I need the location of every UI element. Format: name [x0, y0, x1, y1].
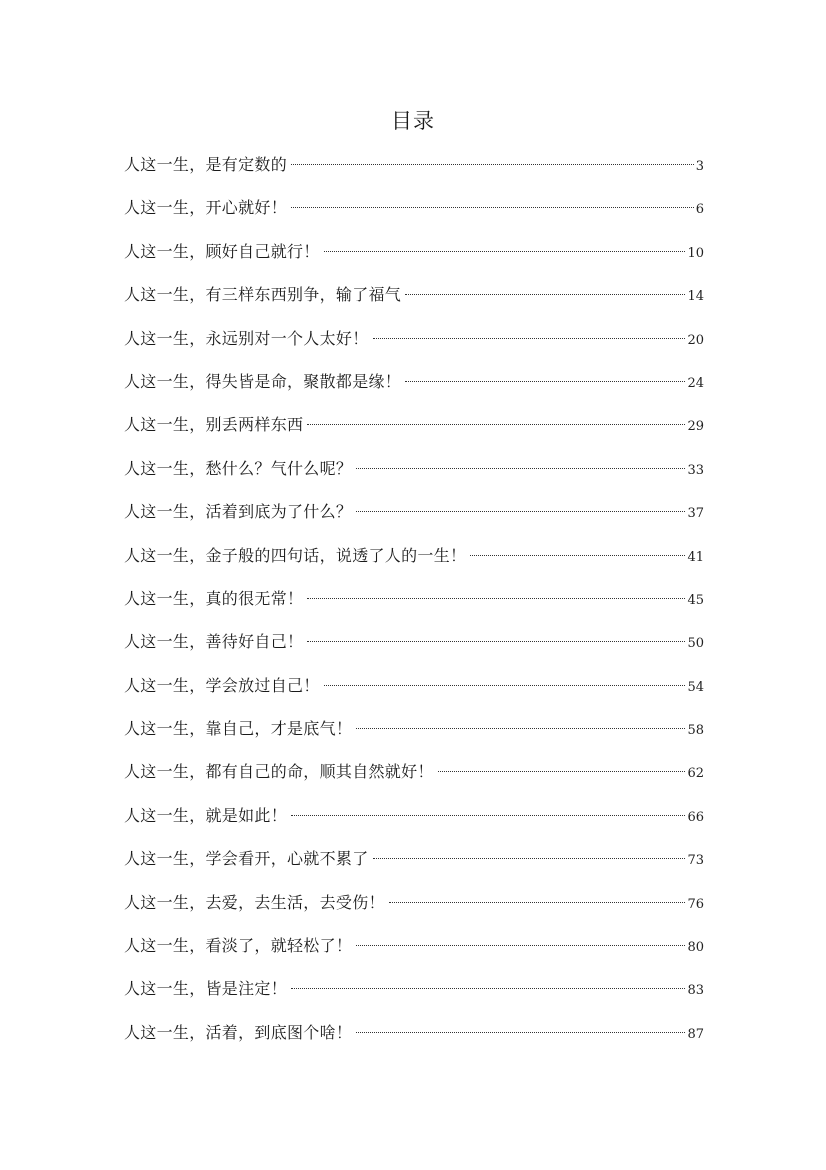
toc-entry-page: 45	[687, 592, 704, 608]
dot-leader	[373, 858, 686, 859]
toc-entry-page: 62	[687, 766, 704, 782]
toc-entry-title: 人这一生，是有定数的	[124, 155, 288, 174]
dot-leader	[324, 251, 686, 252]
toc-entry[interactable]	[124, 802, 704, 845]
dot-leader	[291, 164, 694, 165]
toc-entry-page: 54	[687, 679, 704, 695]
toc-entry-title: 人这一生，都有自己的命，顺其自然就好！	[124, 762, 434, 782]
dot-leader	[356, 945, 685, 946]
toc-entry-title: 人这一生，顾好自己就行！	[124, 241, 320, 261]
toc-entry-page: 80	[687, 940, 704, 956]
toc-entry-page: 66	[687, 809, 704, 825]
toc-entry-page: 29	[687, 419, 704, 435]
toc-entry-title: 人这一生，永远别对一个人太好！	[124, 328, 369, 348]
dot-leader	[307, 641, 685, 642]
toc-entry-title: 人这一生，去爱，去生活，去受伤！	[124, 892, 385, 912]
dot-leader	[324, 685, 686, 686]
toc-entry-page: 14	[687, 289, 704, 305]
toc-entry-page: 83	[687, 983, 704, 999]
toc-entry-title: 人这一生，金子般的四句话，说透了人的一生！	[124, 545, 467, 565]
toc-entry-page: 50	[687, 636, 704, 652]
toc-entry[interactable]	[124, 368, 704, 411]
dot-leader	[438, 771, 686, 772]
toc-entry-page: 41	[687, 549, 704, 565]
toc-entry-title: 人这一生，学会放过自己！	[124, 675, 320, 695]
dot-leader	[389, 902, 686, 903]
toc-entry[interactable]	[124, 194, 704, 237]
toc-entry-page: 37	[687, 506, 704, 522]
toc-entry-page: 87	[687, 1026, 704, 1042]
toc-entry-title: 人这一生，愁什么？气什么呢？	[124, 458, 353, 478]
dot-leader	[307, 424, 685, 425]
toc-entry-page: 76	[687, 896, 704, 912]
dot-leader	[356, 511, 685, 512]
toc-entry-page: 20	[687, 332, 704, 348]
toc-entry[interactable]	[124, 628, 704, 671]
toc-entry[interactable]	[124, 672, 704, 715]
toc-entry-title: 人这一生，得失皆是命，聚散都是缘！	[124, 371, 402, 391]
toc-entry-page: 73	[687, 853, 704, 869]
toc-entry-title: 人这一生，学会看开，心就不累了	[124, 849, 369, 869]
dot-leader	[356, 1032, 685, 1033]
toc-entry[interactable]	[124, 238, 704, 281]
toc-title: 目录	[391, 109, 435, 133]
toc-entry-page: 6	[695, 202, 704, 218]
toc-entry-page: 10	[687, 245, 704, 261]
dot-leader	[291, 815, 685, 816]
toc-entry[interactable]	[124, 325, 704, 368]
toc-entry-title: 人这一生，开心就好！	[124, 198, 288, 218]
toc-list	[124, 151, 704, 1062]
toc-entry-title: 人这一生，活着，到底图个啥！	[124, 1022, 353, 1042]
toc-entry-title: 人这一生，就是如此！	[124, 805, 288, 825]
toc-entry[interactable]	[124, 715, 704, 758]
toc-entry-title: 人这一生，真的很无常！	[124, 588, 304, 608]
toc-entry-page: 24	[687, 375, 704, 391]
toc-entry-title: 人这一生，活着到底为了什么？	[124, 502, 353, 522]
toc-entry[interactable]	[124, 1019, 704, 1062]
toc-entry[interactable]	[124, 542, 704, 585]
dot-leader	[291, 207, 694, 208]
toc-entry-title: 人这一生，善待好自己！	[124, 632, 304, 652]
toc-entry[interactable]	[124, 281, 704, 324]
toc-entry-title: 人这一生，皆是注定！	[124, 979, 288, 999]
toc-entry[interactable]	[124, 889, 704, 932]
toc-entry-title: 人这一生，别丢两样东西	[124, 415, 304, 435]
toc-entry[interactable]	[124, 455, 704, 498]
dot-leader	[307, 598, 685, 599]
toc-entry-title: 人这一生，有三样东西别争，输了福气	[124, 285, 402, 305]
dot-leader	[405, 381, 685, 382]
toc-entry[interactable]	[124, 932, 704, 975]
toc-entry[interactable]	[124, 975, 704, 1018]
toc-entry-page: 3	[695, 159, 704, 174]
toc-entry[interactable]	[124, 585, 704, 628]
toc-entry-page: 58	[687, 723, 704, 739]
dot-leader	[356, 728, 685, 729]
toc-entry[interactable]	[124, 151, 704, 194]
toc-entry[interactable]	[124, 758, 704, 801]
toc-entry[interactable]	[124, 845, 704, 888]
toc-entry[interactable]	[124, 498, 704, 541]
dot-leader	[405, 294, 685, 295]
dot-leader	[291, 988, 685, 989]
toc-entry-title: 人这一生，看淡了，就轻松了！	[124, 936, 353, 956]
dot-leader	[373, 338, 686, 339]
toc-entry-page: 33	[687, 462, 704, 478]
toc-entry[interactable]	[124, 411, 704, 454]
dot-leader	[356, 468, 685, 469]
toc-entry-title: 人这一生，靠自己，才是底气！	[124, 719, 353, 739]
dot-leader	[470, 555, 685, 556]
